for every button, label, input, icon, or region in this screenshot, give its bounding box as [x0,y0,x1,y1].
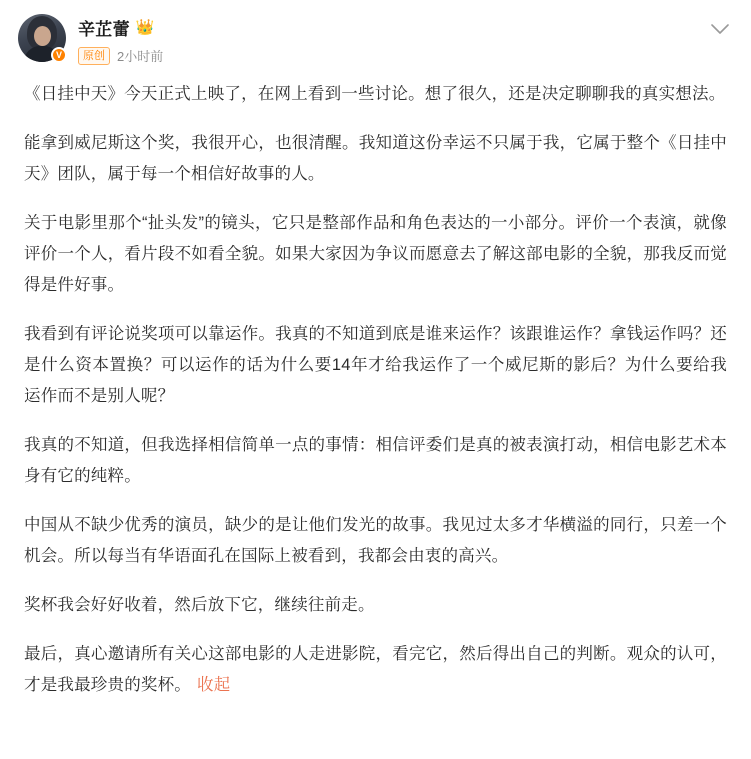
post-paragraph: 奖杯我会好好收着，然后放下它，继续往前走。 [24,596,375,614]
post-timestamp[interactable]: 2小时前 [117,49,164,64]
post-paragraph-text: 最后，真心邀请所有关心这部电影的人走进影院，看完它，然后得出自己的判断。观众的认可，才是我最珍贵的奖杯。 [24,645,727,694]
author-row [78,16,733,38]
post-paragraph: 《日挂中天》今天正式上映了，在网上看到一些讨论。想了很久，还是决定聊聊我的真实想法。 [24,85,726,103]
post-subinfo [78,46,733,65]
post-header [18,14,733,65]
verified-badge-icon: V [51,47,67,63]
avatar-face [34,26,51,46]
collapse-text-link[interactable]: 收起 [197,676,231,694]
post-content [18,79,733,701]
post-paragraph: 我看到有评论说奖项可以靠运作。我真的不知道到底是谁来运作？该跟谁运作？拿钱运作吗？还是什么资本置换？可以运作的话为什么要14年才给我运作了一个威尼斯的影后？为什么要给我运作而不是别人呢？ [24,325,727,405]
author-name[interactable]: 辛芷蕾 [78,19,130,39]
post-paragraph: 能拿到威尼斯这个奖，我很开心，也很清醒。我知道这份幸运不只属于我，它属于整个《日挂中天》团队，属于每一个相信好故事的人。 [24,134,727,183]
post-paragraph-last [24,639,727,701]
chevron-down-icon[interactable] [709,18,731,40]
original-badge: 原创 [78,47,110,65]
post-paragraph: 关于电影里那个“扯头发”的镜头，它只是整部作品和角色表达的一小部分。评价一个表演，就像评价一个人，看片段不如看全貌。如果大家因为争议而愿意去了解这部电影的全貌，那我反而觉得是件好事。 [24,214,727,294]
avatar[interactable] [18,14,66,62]
post-paragraph: 我真的不知道，但我选择相信简单一点的事情：相信评委们是真的被表演打动，相信电影艺术本身有它的纯粹。 [24,436,727,485]
post-meta [78,14,733,65]
crown-icon: 👑 [135,18,155,36]
post-paragraph: 中国从不缺少优秀的演员，缺少的是让他们发光的故事。我见过太多才华横溢的同行，只差一个机会。所以每当有华语面孔在国际上被看到，我都会由衷的高兴。 [24,516,727,565]
